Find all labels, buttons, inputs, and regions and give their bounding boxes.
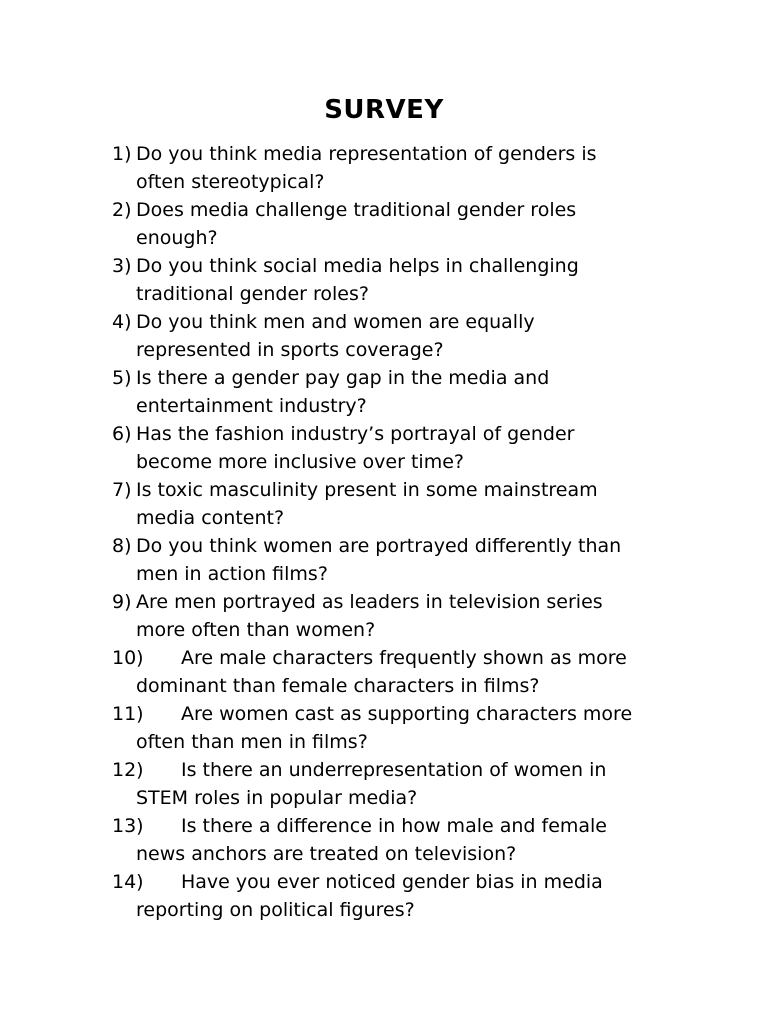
- question-text-line: Do you think social media helps in challenging: [136, 255, 579, 277]
- question-text-line: more often than women?: [136, 619, 376, 641]
- question-text-line: Has the fashion industry’s portrayal of gender: [136, 423, 575, 445]
- question-text-line: Are women cast as supporting characters more: [181, 703, 633, 725]
- list-item: [112, 644, 672, 700]
- question-text-line: men in action films?: [136, 563, 328, 585]
- question-text-line: Is there an underrepresentation of women in: [181, 759, 607, 781]
- question-text-line: news anchors are treated on television?: [136, 843, 517, 865]
- question-text-line: Are male characters frequently shown as more: [181, 647, 627, 669]
- question-text-line: Do you think media representation of genders is: [136, 143, 597, 165]
- list-item: [112, 588, 672, 644]
- list-item: [112, 252, 672, 308]
- list-item: [112, 364, 672, 420]
- list-item: [112, 756, 672, 812]
- question-number: 1): [112, 143, 132, 165]
- question-text-line: Do you think men and women are equally: [136, 311, 535, 333]
- question-text-line: STEM roles in popular media?: [136, 787, 418, 809]
- list-item: [112, 812, 672, 868]
- question-text-line: traditional gender roles?: [136, 283, 369, 305]
- list-item: [112, 868, 672, 924]
- question-text-line: enough?: [136, 227, 218, 249]
- question-text-line: Is there a difference in how male and female: [181, 815, 607, 837]
- question-number: 11): [112, 703, 144, 725]
- question-number: 4): [112, 311, 132, 333]
- question-number: 2): [112, 199, 132, 221]
- question-number: 10): [112, 647, 144, 669]
- list-item: [112, 532, 672, 588]
- list-item: [112, 420, 672, 476]
- question-number: 12): [112, 759, 144, 781]
- question-text-line: often than men in films?: [136, 731, 368, 753]
- question-text-line: Have you ever noticed gender bias in media: [181, 871, 603, 893]
- question-number: 5): [112, 367, 132, 389]
- question-number: 3): [112, 255, 132, 277]
- list-item: [112, 476, 672, 532]
- question-number: 13): [112, 815, 144, 837]
- question-text-line: Do you think women are portrayed differently than: [136, 535, 622, 557]
- question-number: 14): [112, 871, 144, 893]
- list-item: [112, 196, 672, 252]
- page-title: SURVEY: [324, 95, 444, 125]
- question-number: 8): [112, 535, 132, 557]
- question-text-line: entertainment industry?: [136, 395, 367, 417]
- question-text-line: media content?: [136, 507, 285, 529]
- list-item: [112, 700, 672, 756]
- question-text-line: often stereotypical?: [136, 171, 325, 193]
- question-text-line: Is there a gender pay gap in the media and: [136, 367, 550, 389]
- list-item: [112, 140, 672, 196]
- question-number: 9): [112, 591, 132, 613]
- question-text-line: dominant than female characters in films?: [136, 675, 540, 697]
- question-number: 6): [112, 423, 132, 445]
- question-list: [112, 140, 672, 924]
- question-text-line: become more inclusive over time?: [136, 451, 464, 473]
- question-text-line: Are men portrayed as leaders in television series: [136, 591, 603, 613]
- question-text-line: Is toxic masculinity present in some mainstream: [136, 479, 598, 501]
- question-text-line: Does media challenge traditional gender roles: [136, 199, 577, 221]
- list-item: [112, 308, 672, 364]
- question-text-line: represented in sports coverage?: [136, 339, 444, 361]
- question-number: 7): [112, 479, 132, 501]
- question-text-line: reporting on political figures?: [136, 899, 415, 921]
